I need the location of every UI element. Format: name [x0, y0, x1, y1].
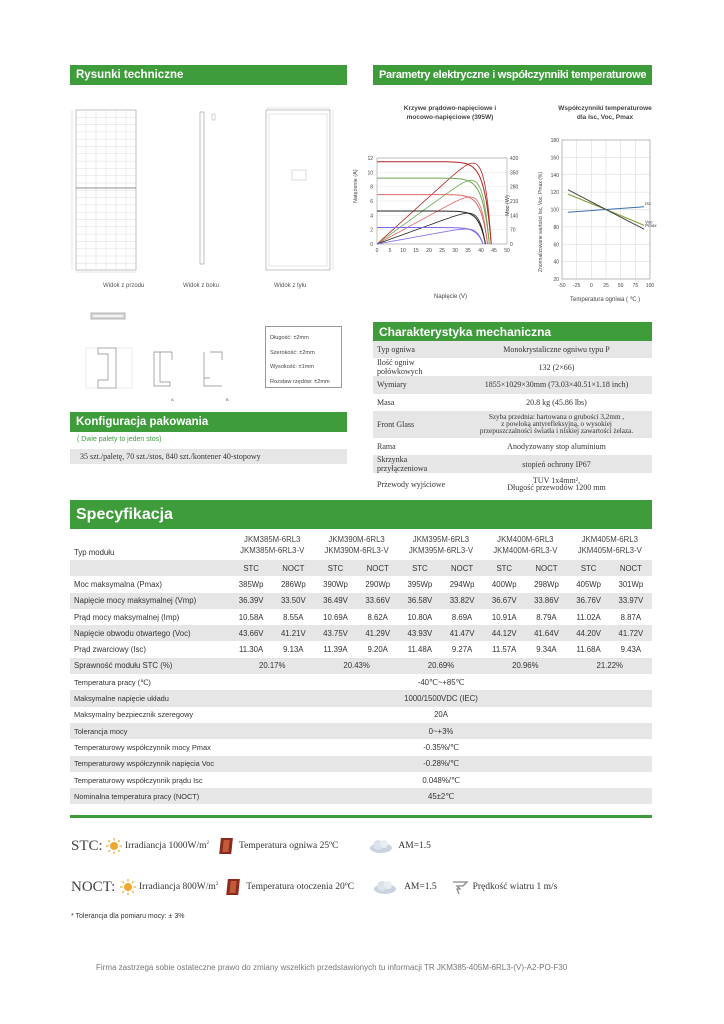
spec-value: 41.47V	[441, 625, 483, 641]
mechanical-row	[373, 438, 652, 455]
temp-y-tick: 140	[550, 172, 559, 179]
noct-label: NOCT:	[71, 878, 116, 895]
spec-row-label: Tolerancja mocy	[70, 723, 230, 739]
cell-temperature-icon	[219, 837, 235, 855]
temp-series-label-isc: Isc	[645, 200, 651, 206]
spec-stc-header: STC	[314, 560, 356, 576]
spec-value: 11.30A	[239, 645, 264, 655]
iv-ylabel: Natężenie (A)	[353, 169, 359, 203]
spec-model-line: JKM385M-6RL3	[244, 535, 301, 544]
mechanical-value: 132 (2×66)	[538, 362, 575, 372]
footnote: * Tolerancja dla pomiaru mocy: ± 3%	[71, 913, 185, 920]
spec-value: 8.55A	[283, 612, 304, 622]
spec-value: 11.68A	[576, 645, 601, 655]
pv-curve-4	[377, 229, 483, 244]
spec-value: 33.66V	[357, 593, 399, 609]
iv-y-tick: 4	[370, 213, 373, 220]
temp-x-tick: 25	[603, 283, 609, 289]
spec-bottom-rule	[70, 815, 652, 818]
spec-value: 8.79A	[536, 612, 557, 622]
spec-model-line: JKM390M-6RL3	[328, 535, 385, 544]
stc-irradiance: Irradiancja $1000W/m^2$	[125, 840, 210, 852]
spec-value: 20.43%	[314, 658, 398, 674]
noct-wind-speed: Prędkość wiatru 1 m/s	[472, 882, 558, 892]
spec-model-line: JKM395M-6RL3	[412, 535, 470, 544]
tolerance-box	[265, 326, 342, 388]
spec-value: 36.76V	[568, 593, 610, 609]
spec-value: 36.67V	[483, 593, 525, 609]
tolerance-spacing: Rozstaw rzędów: ±2mm	[270, 378, 330, 385]
cloud-icon	[372, 879, 398, 895]
temp-y-tick: 80	[553, 224, 559, 231]
mechanical-row	[373, 455, 652, 473]
spec-value: 33.97V	[610, 593, 652, 609]
spec-model-name	[230, 530, 314, 560]
iv-y-tick: 10	[367, 170, 373, 177]
iv-x-tick: 25	[439, 248, 445, 254]
spec-blank	[70, 560, 230, 576]
stc-conditions	[71, 836, 431, 856]
side-view-label: Widok z boku	[183, 283, 220, 289]
spec-row-label: Temperaturowy współczynnik mocy Pmax	[74, 742, 211, 752]
spec-row-label: Sprawność modułu STC (%)	[70, 658, 230, 674]
spec-stc-header: STC	[399, 560, 441, 576]
iv-y-tick: 2	[370, 227, 373, 234]
spec-value: 36.49V	[314, 593, 356, 609]
temp-x-tick: 100	[645, 283, 655, 289]
iv-y2-tick: 140	[510, 213, 519, 220]
spec-common-row	[70, 723, 652, 739]
stc-air-mass: AM=1.5	[398, 841, 431, 851]
electrical-header: Parametry elektryczne i współczynniki temperaturowe	[373, 65, 652, 85]
spec-efficiency-row	[70, 658, 652, 674]
spec-value: 33.86V	[525, 593, 567, 609]
iv-y2label: Moc (W)	[505, 195, 511, 216]
spec-value: 290Wp	[365, 579, 391, 589]
spec-model-line: JKM405M-6RL3-V	[577, 546, 642, 555]
spec-value: 41.64V	[525, 625, 567, 641]
spec-model-line: JKM405M-6RL3	[581, 535, 638, 544]
temp-x-tick: 0	[589, 283, 593, 289]
spec-common-row	[70, 739, 652, 755]
spec-value: 301Wp	[618, 579, 644, 589]
iv-x-tick: 5	[388, 248, 392, 254]
spec-value: 11.48A	[407, 645, 432, 655]
temp-y-tick: 40	[553, 259, 559, 266]
spec-value: -0.28%/℃	[230, 756, 652, 772]
iv-x-tick: 45	[491, 248, 497, 254]
section-a-drawing	[86, 348, 222, 388]
spec-value: 20.17%	[230, 658, 314, 674]
spec-value: 9.43A	[620, 645, 642, 655]
spec-value: 1000/1500VDC (IEC)	[230, 690, 652, 706]
sun-icon	[105, 837, 123, 855]
spec-value: 33.50V	[272, 593, 314, 609]
spec-value: 9.13A	[283, 645, 304, 655]
spec-common-row	[70, 756, 652, 772]
temp-x-tick: 50	[617, 283, 624, 289]
mechanical-row	[373, 358, 652, 376]
mechanical-label: Front Glass	[373, 411, 461, 438]
iv-curve-2	[377, 195, 488, 244]
spec-noct-header: NOCT	[441, 560, 483, 576]
mechanical-value: 1855×1029×30mm (73.03×40.51×1.18 inch)	[461, 376, 652, 393]
iv-xlabel: Napięcie (V)	[434, 294, 468, 300]
spec-value: 41.21V	[272, 625, 314, 641]
side-view-drawing	[200, 112, 215, 264]
mechanical-row	[373, 473, 652, 495]
spec-value: 41.29V	[357, 625, 399, 641]
iv-x-tick: 10	[400, 248, 406, 254]
spec-value: 10.69A	[323, 612, 348, 622]
mechanical-label: Ilość ogniw połówkowych	[377, 358, 423, 377]
spec-header: Specyfikacja	[70, 500, 652, 529]
temp-y-tick: 180	[550, 138, 559, 144]
iv-y2-tick: 420	[510, 156, 519, 162]
ambient-temperature-icon	[226, 878, 242, 896]
temp-y-tick: 60	[553, 242, 559, 249]
spec-row-label: Maksymalne napięcie układu	[70, 690, 230, 706]
mechanical-label: Wymiary	[373, 376, 461, 393]
spec-value: 8.69A	[451, 612, 473, 622]
spec-noct-header: NOCT	[525, 560, 567, 576]
spec-row-label: Temperaturowy współczynnik prądu Isc	[74, 775, 203, 785]
mechanical-table	[373, 341, 652, 495]
front-view-drawing	[72, 110, 136, 272]
spec-value: 10.80A	[407, 612, 433, 622]
spec-row-label: Napięcie mocy maksymalnej (Vmp)	[70, 593, 230, 609]
back-view-drawing	[266, 108, 333, 270]
noct-irradiance: Irradiancja $800W/m^2$	[139, 881, 219, 893]
temp-ylabel: Znormalizowane wartości Isc, Voc, Pmax (%)	[538, 171, 544, 272]
spec-value: 10.91A	[491, 612, 517, 622]
iv-y-tick: 0	[370, 242, 373, 248]
spec-row-label: Temperaturowy współczynnik napięcia Voc	[70, 756, 230, 772]
iv-y2-tick: 210	[510, 199, 519, 205]
spec-value: 298Wp	[534, 579, 559, 589]
spec-common-row	[70, 788, 652, 804]
iv-x-tick: 20	[426, 248, 432, 254]
noct-temperature: Temperatura otoczenia 20ºC	[246, 882, 355, 892]
mechanical-label: Skrzynka przyłączeniowa	[373, 455, 461, 473]
mechanical-label: Rama	[377, 442, 396, 452]
iv-chart-title: Krzywe prądowo-napięciowe i mocowo-napięciowe (395W)	[403, 105, 497, 121]
noct-air-mass: AM=1.5	[404, 882, 437, 892]
iv-x-tick: 35	[465, 248, 471, 254]
temp-y-tick: 120	[550, 190, 559, 197]
spec-row-label: Maksymalny bezpiecznik szeregowy	[74, 710, 194, 720]
mechanical-value: Szyba przednia: hartowana o grubości 3,2mm , z powłoką antyrefleksyjną, o wysokiej przepuszczalności światła i niskiej zawartości żelaza.	[461, 411, 652, 438]
mechanical-value: stopień ochrony IP67	[461, 455, 652, 473]
spec-row	[70, 625, 652, 641]
spec-value: 20.69%	[399, 658, 483, 674]
sun-icon	[119, 878, 137, 896]
iv-y2-tick: 0	[510, 242, 513, 248]
spec-model-name	[314, 530, 398, 560]
spec-value: 9.20A	[367, 645, 388, 655]
temp-y-tick: 20	[553, 277, 559, 283]
front-view-label: Widok z przodu	[103, 283, 145, 289]
temp-chart	[545, 133, 660, 289]
spec-value: 405Wp	[576, 579, 601, 589]
drawings-header: Rysunki techniczne	[70, 65, 347, 85]
mechanical-header: Charakterystyka mechaniczna	[373, 322, 652, 341]
stc-label: STC:	[71, 837, 103, 854]
mechanical-label: Przewody wyjściowe	[377, 479, 446, 489]
temp-series-label-pmax: Pmax	[645, 223, 657, 229]
tolerance-width: Szerokość: ±2mm	[270, 349, 315, 356]
spec-value: 11.57A	[492, 645, 517, 655]
tolerance-length: Długość: ±2mm	[270, 335, 309, 341]
iv-chart	[355, 150, 530, 262]
iv-x-tick: 0	[375, 248, 379, 254]
spec-value: 8.87A	[620, 612, 642, 622]
mechanical-value: TUV 1x4mm², Długość przewodów 1200 mm	[507, 476, 606, 493]
spec-common-row	[70, 707, 652, 723]
spec-value: 385Wp	[238, 579, 264, 589]
mechanical-row	[373, 341, 652, 358]
spec-common-row	[70, 674, 652, 690]
packaging-header: Konfiguracja pakowania	[70, 412, 347, 432]
spec-noct-header: NOCT	[357, 560, 399, 576]
stc-temperature: Temperatura ogniwa 25ºC	[239, 841, 339, 851]
spec-row	[70, 593, 652, 609]
spec-value: 0.048%/℃	[422, 775, 460, 785]
spec-value: -40℃~+85℃	[417, 677, 465, 687]
spec-value: 10.58A	[238, 612, 264, 622]
spec-value: 36.58V	[399, 593, 441, 609]
spec-row-label: Nominalna temperatura pracy (NOCT)	[70, 788, 230, 804]
iv-x-tick: 40	[478, 248, 484, 254]
mechanical-value: Monokrystaliczne ogniwu typu P	[461, 341, 652, 358]
mechanical-label: Typ ogniwa	[373, 341, 461, 358]
temp-x-tick: -50	[558, 283, 566, 289]
spec-model-name	[568, 530, 652, 560]
spec-row-label: Prąd zwarciowy (Isc)	[74, 645, 146, 655]
spec-value: 45±2℃	[230, 788, 652, 804]
spec-stc-header: STC	[230, 560, 272, 576]
spec-value: 43.75V	[314, 625, 356, 641]
spec-model-line: JKM400M-6RL3-V	[493, 546, 558, 555]
iv-y2-tick: 70	[510, 227, 516, 234]
spec-model-name	[399, 530, 483, 560]
spec-value: 286Wp	[280, 579, 306, 589]
spec-stc-header: STC	[483, 560, 525, 576]
spec-value: 8.62A	[367, 612, 388, 622]
spec-value: 43.66V	[230, 625, 272, 641]
spec-value: 294Wp	[449, 579, 475, 589]
iv-y-tick: 12	[367, 156, 373, 162]
spec-model-line: JKM400M-6RL3	[497, 535, 554, 544]
iv-y2-tick: 350	[510, 170, 519, 177]
mechanical-row	[373, 394, 652, 411]
spec-noct-header: NOCT	[272, 560, 314, 576]
cloud-icon	[368, 838, 394, 854]
spec-noct-header: NOCT	[610, 560, 652, 576]
spec-row-label: Napięcie obwodu otwartego (Voc)	[70, 625, 230, 641]
temp-y-tick: 160	[550, 155, 559, 162]
back-view-label: Widok z tyłu	[274, 283, 307, 289]
footer: Firma zastrzega sobie ostateczne prawo do zmiany wszelkich przedstawionych tu informacji TR JKM385-405M-6RL3-(V)-A2-PO-F30	[96, 963, 568, 972]
iv-x-tick: 50	[504, 248, 510, 254]
spec-row	[70, 609, 652, 625]
iv-y-tick: 6	[370, 199, 373, 205]
spec-common-row	[70, 772, 652, 788]
mechanical-row	[373, 376, 652, 393]
mechanical-row	[373, 411, 652, 438]
spec-common-row	[70, 690, 652, 706]
spec-value: 11.39A	[323, 645, 348, 655]
spec-model-line: JKM385M-6RL3-V	[240, 546, 305, 555]
spec-model-line: JKM390M-6RL3-V	[324, 546, 389, 555]
mechanical-value: 20.8 kg (45.86 lbs)	[526, 397, 587, 407]
spec-row	[70, 641, 652, 657]
temp-x-tick: 75	[632, 283, 639, 289]
spec-table	[70, 530, 652, 804]
spec-value: 44.12V	[483, 625, 525, 641]
temp-y-tick: 100	[550, 207, 559, 214]
spec-row-label: Moc maksymalna (Pmax)	[74, 579, 162, 589]
tolerance-height: Wysokość: ±1mm	[270, 364, 315, 370]
iv-x-tick: 15	[413, 248, 419, 254]
spec-model-line: JKM395M-6RL3-V	[408, 546, 474, 555]
section-a-label: A	[171, 397, 174, 402]
pv-curve-3	[377, 213, 485, 244]
spec-type-label: Typ modułu	[74, 548, 115, 557]
spec-value: 44.20V	[568, 625, 610, 641]
temp-series-label-voc: Voc	[645, 219, 653, 225]
spec-value: 36.39V	[230, 593, 272, 609]
spec-value: 21.22%	[568, 658, 652, 674]
iv-x-tick: 30	[452, 248, 458, 254]
temp-x-tick: -25	[573, 283, 581, 289]
temp-chart-title: Współczynniki temperaturowe dla Isc, Voc, Pmax	[558, 105, 652, 121]
noct-conditions	[71, 877, 557, 897]
spec-value: -0.35%/℃	[423, 742, 459, 752]
spec-value: 9.27A	[451, 645, 473, 655]
spec-row-label: Prąd mocy maksymalnej (Imp)	[74, 612, 180, 622]
temp-xlabel: Temperatura ogniwa ( ℃ )	[570, 297, 641, 303]
spec-value: 395Wp	[407, 579, 433, 589]
spec-value: 9.34A	[536, 645, 557, 655]
mechanical-label: Masa	[377, 397, 395, 407]
spec-value: 43.93V	[399, 625, 441, 641]
spec-value: 41.72V	[610, 625, 652, 641]
packaging-value: 35 szt./paletę, 70 szt./stos, 840 szt./kontener 40-stopowy	[70, 449, 347, 464]
frame-profile-drawing	[91, 313, 125, 319]
spec-value: 400Wp	[491, 579, 517, 589]
wind-icon	[451, 878, 469, 896]
spec-value: 20.96%	[483, 658, 567, 674]
spec-row-label: Temperatura pracy (℃)	[74, 677, 151, 687]
spec-value: 20A	[434, 710, 448, 720]
mechanical-value: Anodyzowany stop aluminium	[507, 442, 606, 452]
spec-model-name	[483, 530, 567, 560]
spec-value: 11.02A	[576, 612, 601, 622]
spec-value: 390Wp	[323, 579, 348, 589]
iv-y-tick: 8	[370, 184, 373, 191]
spec-value: 33.82V	[441, 593, 483, 609]
spec-row	[70, 576, 652, 592]
iv-y2-tick: 280	[510, 184, 519, 191]
spec-model-row	[70, 530, 652, 560]
spec-condition-row	[70, 560, 652, 576]
spec-stc-header: STC	[568, 560, 610, 576]
packaging-note: ( Dwie palety to jeden stos)	[77, 436, 162, 443]
spec-value: 0~+3%	[230, 723, 652, 739]
section-b-label: B	[226, 397, 229, 402]
